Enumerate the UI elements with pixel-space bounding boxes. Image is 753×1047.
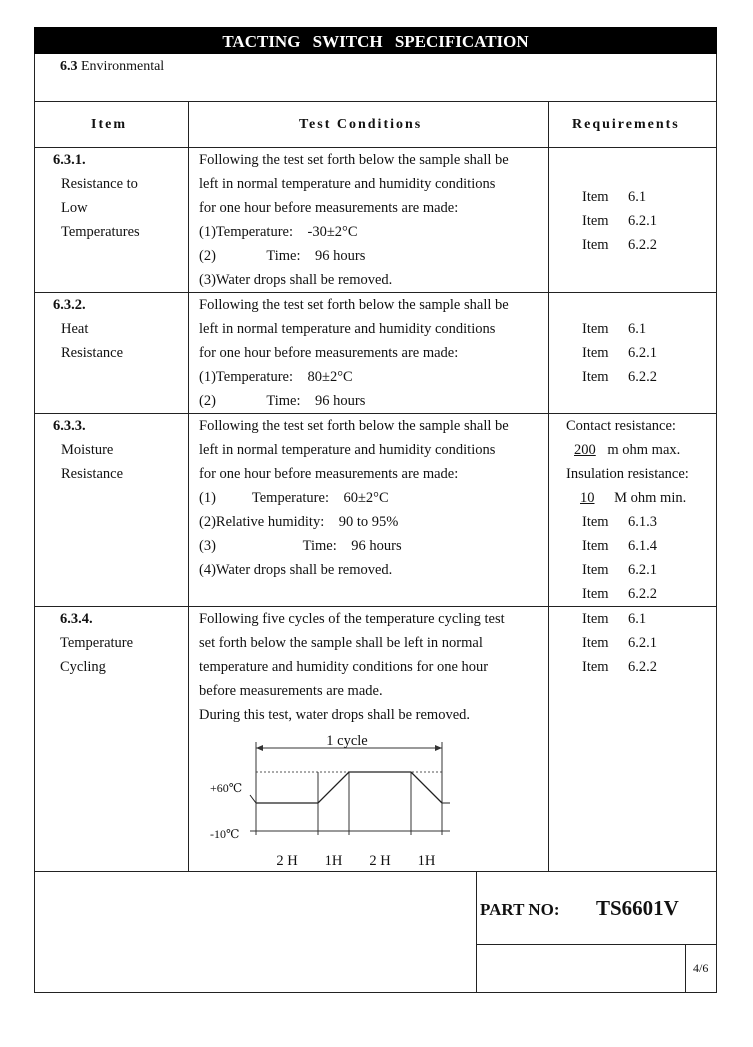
req-label: Item: [582, 659, 609, 675]
chart-title: 1 cycle: [326, 733, 368, 749]
condition-line: (1)Temperature: -30±2°C: [199, 224, 358, 240]
condition-line: During this test, water drops shall be removed.: [199, 707, 471, 723]
test-conditions: [199, 148, 509, 292]
condition-line: Following the test set forth below the sample shall be: [199, 418, 509, 434]
item-number: 6.3.2.: [53, 297, 86, 313]
condition-line: for one hour before measurements are made:: [199, 466, 459, 482]
column-header-conditions: Test Conditions: [299, 117, 423, 132]
rule: [34, 101, 717, 102]
chart-profile-tail: [250, 795, 256, 803]
condition-line: (3)Water drops shall be removed.: [199, 272, 393, 288]
insulation-unit: M ohm min.: [614, 490, 687, 506]
test-conditions: [199, 607, 505, 727]
section-heading: [60, 59, 164, 75]
chart-arrow-head: [256, 745, 263, 751]
contact-value: 200: [574, 442, 596, 458]
item-name-line: Heat: [61, 321, 89, 337]
requirements: [582, 607, 657, 679]
rule: [188, 101, 189, 871]
part-number-label: PART NO:: [480, 900, 560, 919]
column-header-requirements: Requirements: [572, 117, 680, 132]
test-conditions: [199, 414, 509, 582]
req-label: Item: [582, 213, 609, 229]
req-label: Item: [582, 586, 609, 602]
req-label: Item: [582, 514, 609, 530]
req-value: 6.1: [628, 189, 647, 205]
chart-arrow-head: [435, 745, 442, 751]
condition-line: (1) Temperature: 60±2°C: [199, 490, 389, 506]
condition-line: set forth below the sample shall be left in normal: [199, 635, 483, 651]
req-label: Item: [582, 237, 609, 253]
document-title: TACTING SWITCH SPECIFICATION: [34, 27, 717, 54]
table-row-item: [60, 607, 133, 679]
item-name-line: Moisture: [61, 442, 114, 458]
requirements: [582, 185, 657, 257]
chart-x-label: 1H: [324, 853, 343, 869]
condition-line: for one hour before measurements are made:: [199, 345, 459, 361]
req-value: 6.2.1: [628, 562, 657, 578]
item-number: 6.3.4.: [60, 611, 93, 627]
req-label: Item: [582, 345, 609, 361]
item-name-line: Resistance to: [61, 176, 138, 192]
rule: [548, 101, 549, 871]
condition-line: Following the test set forth below the sample shall be: [199, 297, 509, 313]
condition-line: left in normal temperature and humidity conditions: [199, 442, 496, 458]
chart-x-label: 2 H: [276, 853, 298, 869]
item-name-line: Resistance: [61, 345, 124, 361]
req-label: Item: [582, 189, 609, 205]
req-label: Item: [582, 538, 609, 554]
condition-line: (1)Temperature: 80±2°C: [199, 369, 353, 385]
requirements: [582, 510, 657, 606]
column-header-item: Item: [91, 117, 127, 132]
req-label: Item: [582, 321, 609, 337]
table-row-item: [53, 148, 140, 244]
contact-unit: m ohm max.: [607, 442, 681, 458]
condition-line: (4)Water drops shall be removed.: [199, 562, 393, 578]
req-value: 6.2.2: [628, 586, 657, 602]
insulation-value: 10: [580, 490, 595, 506]
requirements: [582, 317, 657, 389]
req-label: Item: [582, 635, 609, 651]
req-label: Item: [582, 562, 609, 578]
rule: [34, 871, 717, 872]
chart-y-label: +60℃: [210, 781, 243, 795]
insulation-label: Insulation resistance:: [566, 466, 689, 482]
req-label: Item: [582, 369, 609, 385]
chart-x-label: 2 H: [369, 853, 391, 869]
condition-line: for one hour before measurements are made:: [199, 200, 459, 216]
chart-layer: [210, 733, 450, 869]
req-label: Item: [582, 611, 609, 627]
req-value: 6.2.1: [628, 345, 657, 361]
req-value: 6.1: [628, 611, 647, 627]
item-name-line: Temperatures: [61, 224, 140, 240]
condition-line: (2) Time: 96 hours: [199, 248, 366, 264]
chart-y-label: -10℃: [210, 827, 240, 841]
req-value: 6.2.2: [628, 659, 657, 675]
item-name-line: Resistance: [61, 466, 124, 482]
req-value: 6.2.1: [628, 213, 657, 229]
condition-line: (2) Time: 96 hours: [199, 393, 366, 409]
test-conditions: [199, 293, 509, 413]
contact-label: Contact resistance:: [566, 418, 676, 434]
requirements-electrical: [566, 414, 689, 510]
condition-line: temperature and humidity conditions for one hour: [199, 659, 489, 675]
item-number: 6.3.1.: [53, 152, 86, 168]
req-value: 6.2.1: [628, 635, 657, 651]
table-row-item: [53, 414, 123, 486]
chart-x-label: 1H: [417, 853, 436, 869]
item-number: 6.3.3.: [53, 418, 86, 434]
condition-line: (2)Relative humidity: 90 to 95%: [199, 514, 399, 530]
condition-line: left in normal temperature and humidity conditions: [199, 176, 496, 192]
section-number: 6.3: [60, 59, 78, 74]
condition-line: left in normal temperature and humidity conditions: [199, 321, 496, 337]
table-row-item: [53, 293, 123, 365]
item-name-line: Cycling: [60, 659, 106, 675]
item-name-line: Low: [61, 200, 88, 216]
req-value: 6.2.2: [628, 369, 657, 385]
section-name: Environmental: [81, 59, 165, 74]
req-value: 6.1: [628, 321, 647, 337]
page-number: 4/6: [693, 961, 709, 975]
part-number: TS6601V: [596, 896, 679, 920]
rule: [685, 944, 686, 993]
condition-line: before measurements are made.: [199, 683, 383, 699]
req-value: 6.1.4: [628, 538, 657, 554]
condition-line: (3) Time: 96 hours: [199, 538, 402, 554]
condition-line: Following the test set forth below the sample shall be: [199, 152, 509, 168]
rule: [476, 944, 717, 945]
req-value: 6.2.2: [628, 237, 657, 253]
item-name-line: Temperature: [60, 635, 134, 651]
condition-line: Following five cycles of the temperature cycling test: [199, 611, 505, 627]
req-value: 6.1.3: [628, 514, 657, 530]
temperature-cycle-chart: [200, 728, 460, 870]
rule: [476, 871, 477, 993]
